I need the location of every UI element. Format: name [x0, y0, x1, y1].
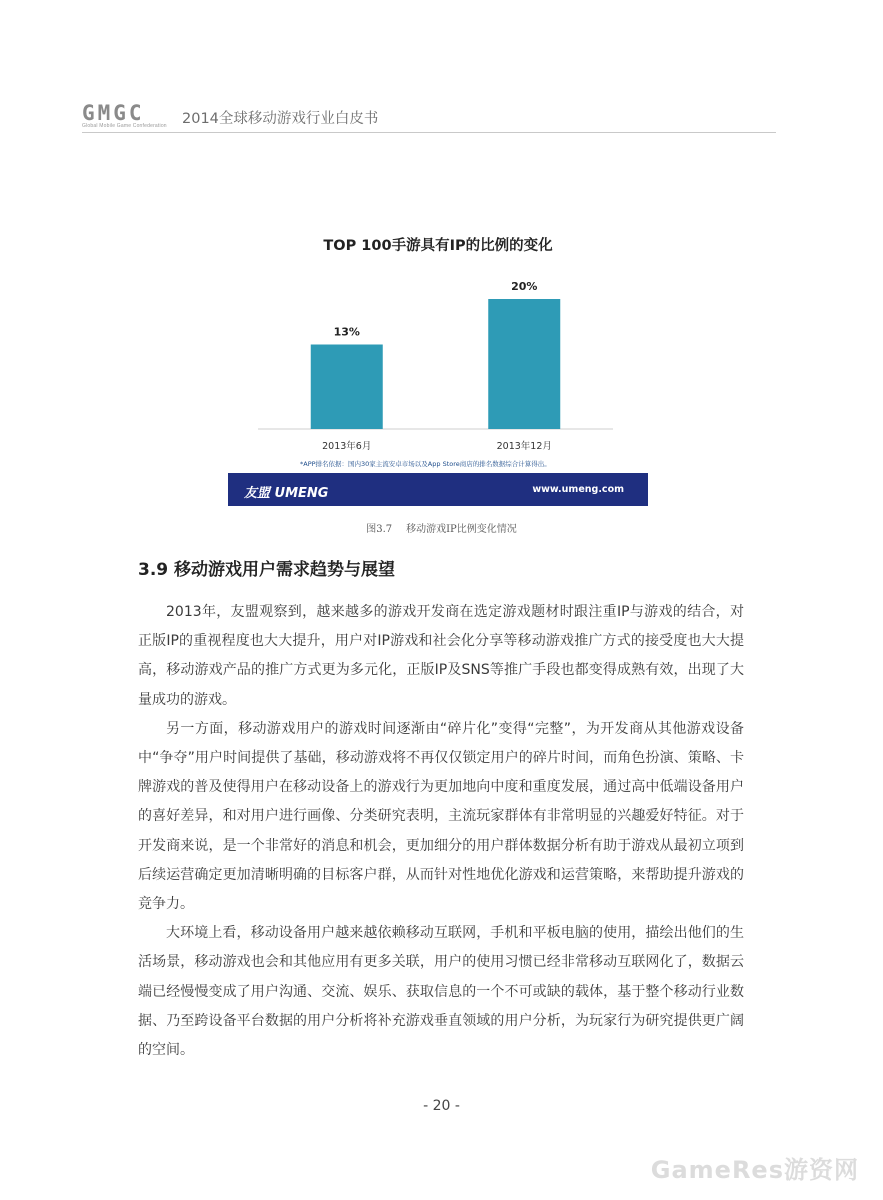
figure-caption-text: 移动游戏IP比例变化情况 — [406, 524, 517, 535]
section-body — [138, 598, 744, 1065]
chart-note: *APP排名依据：国内30家主流安卓市场以及App Store商店的排名数据综合计算得出。 — [300, 460, 551, 468]
section-heading: 3.9 移动游戏用户需求趋势与展望 — [138, 560, 396, 580]
paragraph: 另一方面，移动游戏用户的游戏时间逐渐由“碎片化”变得“完整”，为开发商从其他游戏设备中“争夺”用户时间提供了基础，移动游戏将不再仅仅锁定用户的碎片时间，而角色扮演、策略、卡牌游戏的普及使得用户在移动设备上的游戏行为更加地向中度和重度发展，通过高中低端设备用户的喜好差异，和对用户进行画像、分类研究表明，主流玩家群体有非常明显的兴趣爱好特征。对于开发商来说，是一个非常好的消息和机会，更加细分的用户群体数据分析有助于游戏从最初立项到后续运营确定更加清晰明确的目标客户群，从而针对性地优化游戏和运营策略，来帮助提升游戏的竞争力。 — [138, 720, 744, 913]
umeng-banner — [228, 473, 648, 506]
chart-bar — [311, 345, 383, 430]
logo-subtext: Global Mobile Game Confederation — [82, 123, 167, 129]
chart-tick-label: 2013年12月 — [496, 441, 552, 452]
chart-plot — [228, 228, 648, 473]
gmgc-logo — [82, 101, 178, 129]
ip-ratio-chart — [228, 228, 648, 506]
page-header — [82, 100, 776, 133]
paragraph: 2013年，友盟观察到，越来越多的游戏开发商在选定游戏题材时跟注重IP与游戏的结合，对正版IP的重视程度也大大提升，用户对IP游戏和社会化分享等移动游戏推广方式的接受度也大大提高，移动游戏产品的推广方式更为多元化，正版IP及SNS等推广手段也都变得成熟有效，出现了大量成功的游戏。 — [138, 604, 744, 708]
watermark: GameRes游资网 — [650, 1156, 859, 1184]
umeng-logo: 友盟 UMENG — [244, 486, 329, 501]
figure-caption — [0, 520, 883, 535]
page-number: - 20 - — [423, 1098, 460, 1114]
chart-tick-label: 2013年6月 — [322, 441, 372, 452]
logo-text: GMGC — [82, 101, 145, 125]
chart-data-label: 13% — [333, 325, 360, 339]
document-title: 2014全球移动游戏行业白皮书 — [182, 111, 379, 127]
chart-bar — [488, 299, 560, 429]
chart-title: TOP 100手游具有IP的比例的变化 — [323, 238, 553, 254]
paragraph: 大环境上看，移动设备用户越来越依赖移动互联网，手机和平板电脑的使用，描绘出他们的生活场景，移动游戏也会和其他应用有更多关联，用户的使用习惯已经非常移动互联网化了，数据云端已经慢慢变成了用户沟通、交流、娱乐、获取信息的一个不可或缺的载体，基于整个移动行业数据、乃至跨设备平台数据的用户分析将补充游戏垂直领域的用户分析，为玩家行为研究提供更广阔的空间。 — [138, 925, 744, 1059]
figure-number: 图3.7 — [366, 524, 393, 535]
umeng-url: www.umeng.com — [532, 484, 624, 495]
chart-data-label: 20% — [511, 280, 538, 293]
